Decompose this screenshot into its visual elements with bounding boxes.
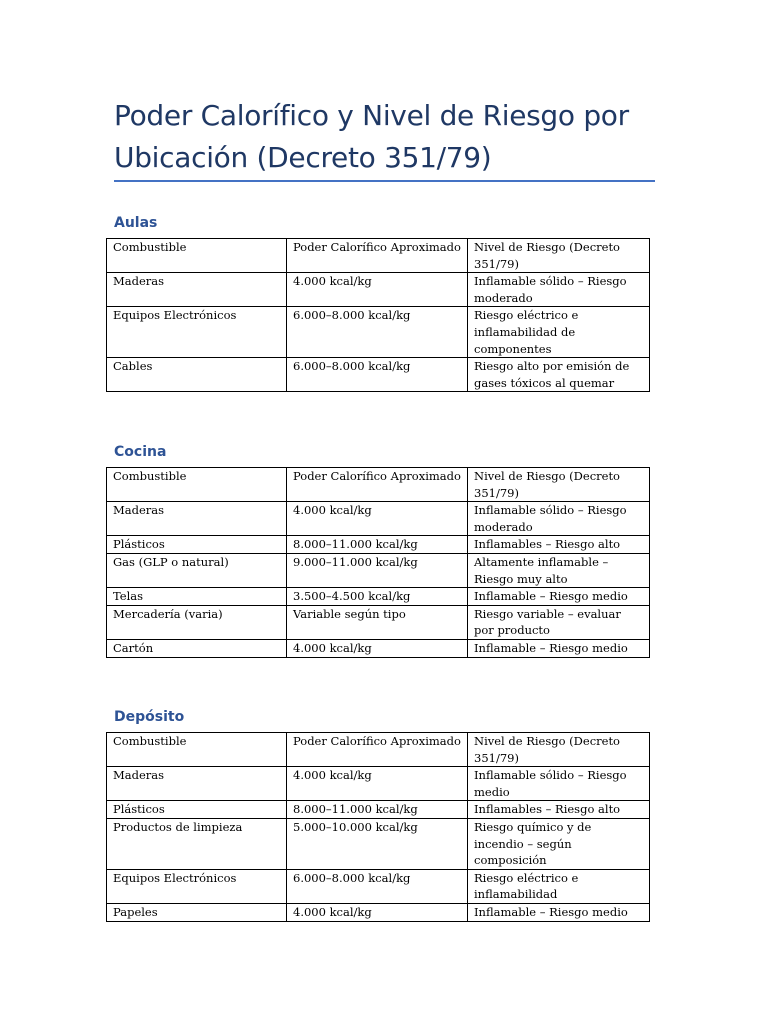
table-cell: Inflamable sólido – Riesgo moderado xyxy=(468,502,650,536)
page-title: Poder Calorífico y Nivel de Riesgo por Ubicación (Decreto 351/79) xyxy=(114,99,629,174)
table-row xyxy=(107,767,650,801)
table-cell: Inflamable sólido – Riesgo moderado xyxy=(468,273,650,307)
header-cell: Poder Calorífico Aproximado xyxy=(287,468,468,502)
table-cell: Riesgo alto por emisión de gases tóxicos al quemar xyxy=(468,358,650,392)
table-row xyxy=(107,536,650,554)
table-cell: 4.000 kcal/kg xyxy=(287,273,468,307)
table-cell: Maderas xyxy=(107,767,287,801)
table-row xyxy=(107,502,650,536)
table-row xyxy=(107,588,650,606)
table-cell: Productos de limpieza xyxy=(107,818,287,869)
table-cell: Equipos Electrónicos xyxy=(107,307,287,358)
table-cell: Telas xyxy=(107,588,287,606)
header-cell: Combustible xyxy=(107,468,287,502)
table-row xyxy=(107,818,650,869)
table-cell: 8.000–11.000 kcal/kg xyxy=(287,801,468,819)
table-cell: Altamente inflamable – Riesgo muy alto xyxy=(468,553,650,587)
risk-table xyxy=(106,732,650,922)
table-row xyxy=(107,273,650,307)
table-cell: Riesgo variable – evaluar por producto xyxy=(468,605,650,639)
header-cell: Poder Calorífico Aproximado xyxy=(287,239,468,273)
title-underline xyxy=(114,180,655,182)
section-3 xyxy=(106,706,650,922)
risk-table xyxy=(106,467,650,658)
section-2 xyxy=(106,441,650,658)
table-cell: Variable según tipo xyxy=(287,605,468,639)
header-cell: Nivel de Riesgo (Decreto 351/79) xyxy=(468,239,650,273)
table-cell: Gas (GLP o natural) xyxy=(107,553,287,587)
table-cell: 4.000 kcal/kg xyxy=(287,903,468,921)
table-cell: Mercadería (varia) xyxy=(107,605,287,639)
table-header-row xyxy=(107,468,650,502)
risk-table xyxy=(106,238,650,392)
table-cell: Equipos Electrónicos xyxy=(107,869,287,903)
table-cell: Maderas xyxy=(107,273,287,307)
table-cell: Inflamable sólido – Riesgo medio xyxy=(468,767,650,801)
header-cell: Combustible xyxy=(107,239,287,273)
table-cell: Maderas xyxy=(107,502,287,536)
header-cell: Combustible xyxy=(107,733,287,767)
table-row xyxy=(107,869,650,903)
table-cell: 9.000–11.000 kcal/kg xyxy=(287,553,468,587)
table-row xyxy=(107,639,650,657)
table-cell: Riesgo eléctrico e inflamabilidad de componentes xyxy=(468,307,650,358)
table-cell: Inflamables – Riesgo alto xyxy=(468,536,650,554)
header-cell: Nivel de Riesgo (Decreto 351/79) xyxy=(468,733,650,767)
table-header-row xyxy=(107,239,650,273)
table-cell: Inflamable – Riesgo medio xyxy=(468,903,650,921)
header-cell: Poder Calorífico Aproximado xyxy=(287,733,468,767)
table-row xyxy=(107,801,650,819)
table-cell: Plásticos xyxy=(107,801,287,819)
table-cell: Papeles xyxy=(107,903,287,921)
table-cell: Inflamables – Riesgo alto xyxy=(468,801,650,819)
table-cell: 8.000–11.000 kcal/kg xyxy=(287,536,468,554)
table-cell: Plásticos xyxy=(107,536,287,554)
table-cell: Cables xyxy=(107,358,287,392)
table-cell: Riesgo químico y de incendio – según composición xyxy=(468,818,650,869)
table-row xyxy=(107,605,650,639)
table-header-row xyxy=(107,733,650,767)
table-cell: 5.000–10.000 kcal/kg xyxy=(287,818,468,869)
table-row xyxy=(107,553,650,587)
header-cell: Nivel de Riesgo (Decreto 351/79) xyxy=(468,468,650,502)
table-cell: Riesgo eléctrico e inflamabilidad xyxy=(468,869,650,903)
table-cell: 3.500–4.500 kcal/kg xyxy=(287,588,468,606)
table-row xyxy=(107,903,650,921)
section-heading: Aulas xyxy=(114,215,158,231)
table-row xyxy=(107,358,650,392)
table-cell: 6.000–8.000 kcal/kg xyxy=(287,358,468,392)
table-cell: Inflamable – Riesgo medio xyxy=(468,639,650,657)
table-cell: 4.000 kcal/kg xyxy=(287,767,468,801)
table-cell: 6.000–8.000 kcal/kg xyxy=(287,869,468,903)
table-cell: Inflamable – Riesgo medio xyxy=(468,588,650,606)
section-1 xyxy=(106,212,650,392)
section-heading: Depósito xyxy=(114,709,185,725)
table-cell: 6.000–8.000 kcal/kg xyxy=(287,307,468,358)
table-cell: 4.000 kcal/kg xyxy=(287,639,468,657)
table-cell: Cartón xyxy=(107,639,287,657)
table-cell: 4.000 kcal/kg xyxy=(287,502,468,536)
table-row xyxy=(107,307,650,358)
section-heading: Cocina xyxy=(114,444,167,460)
